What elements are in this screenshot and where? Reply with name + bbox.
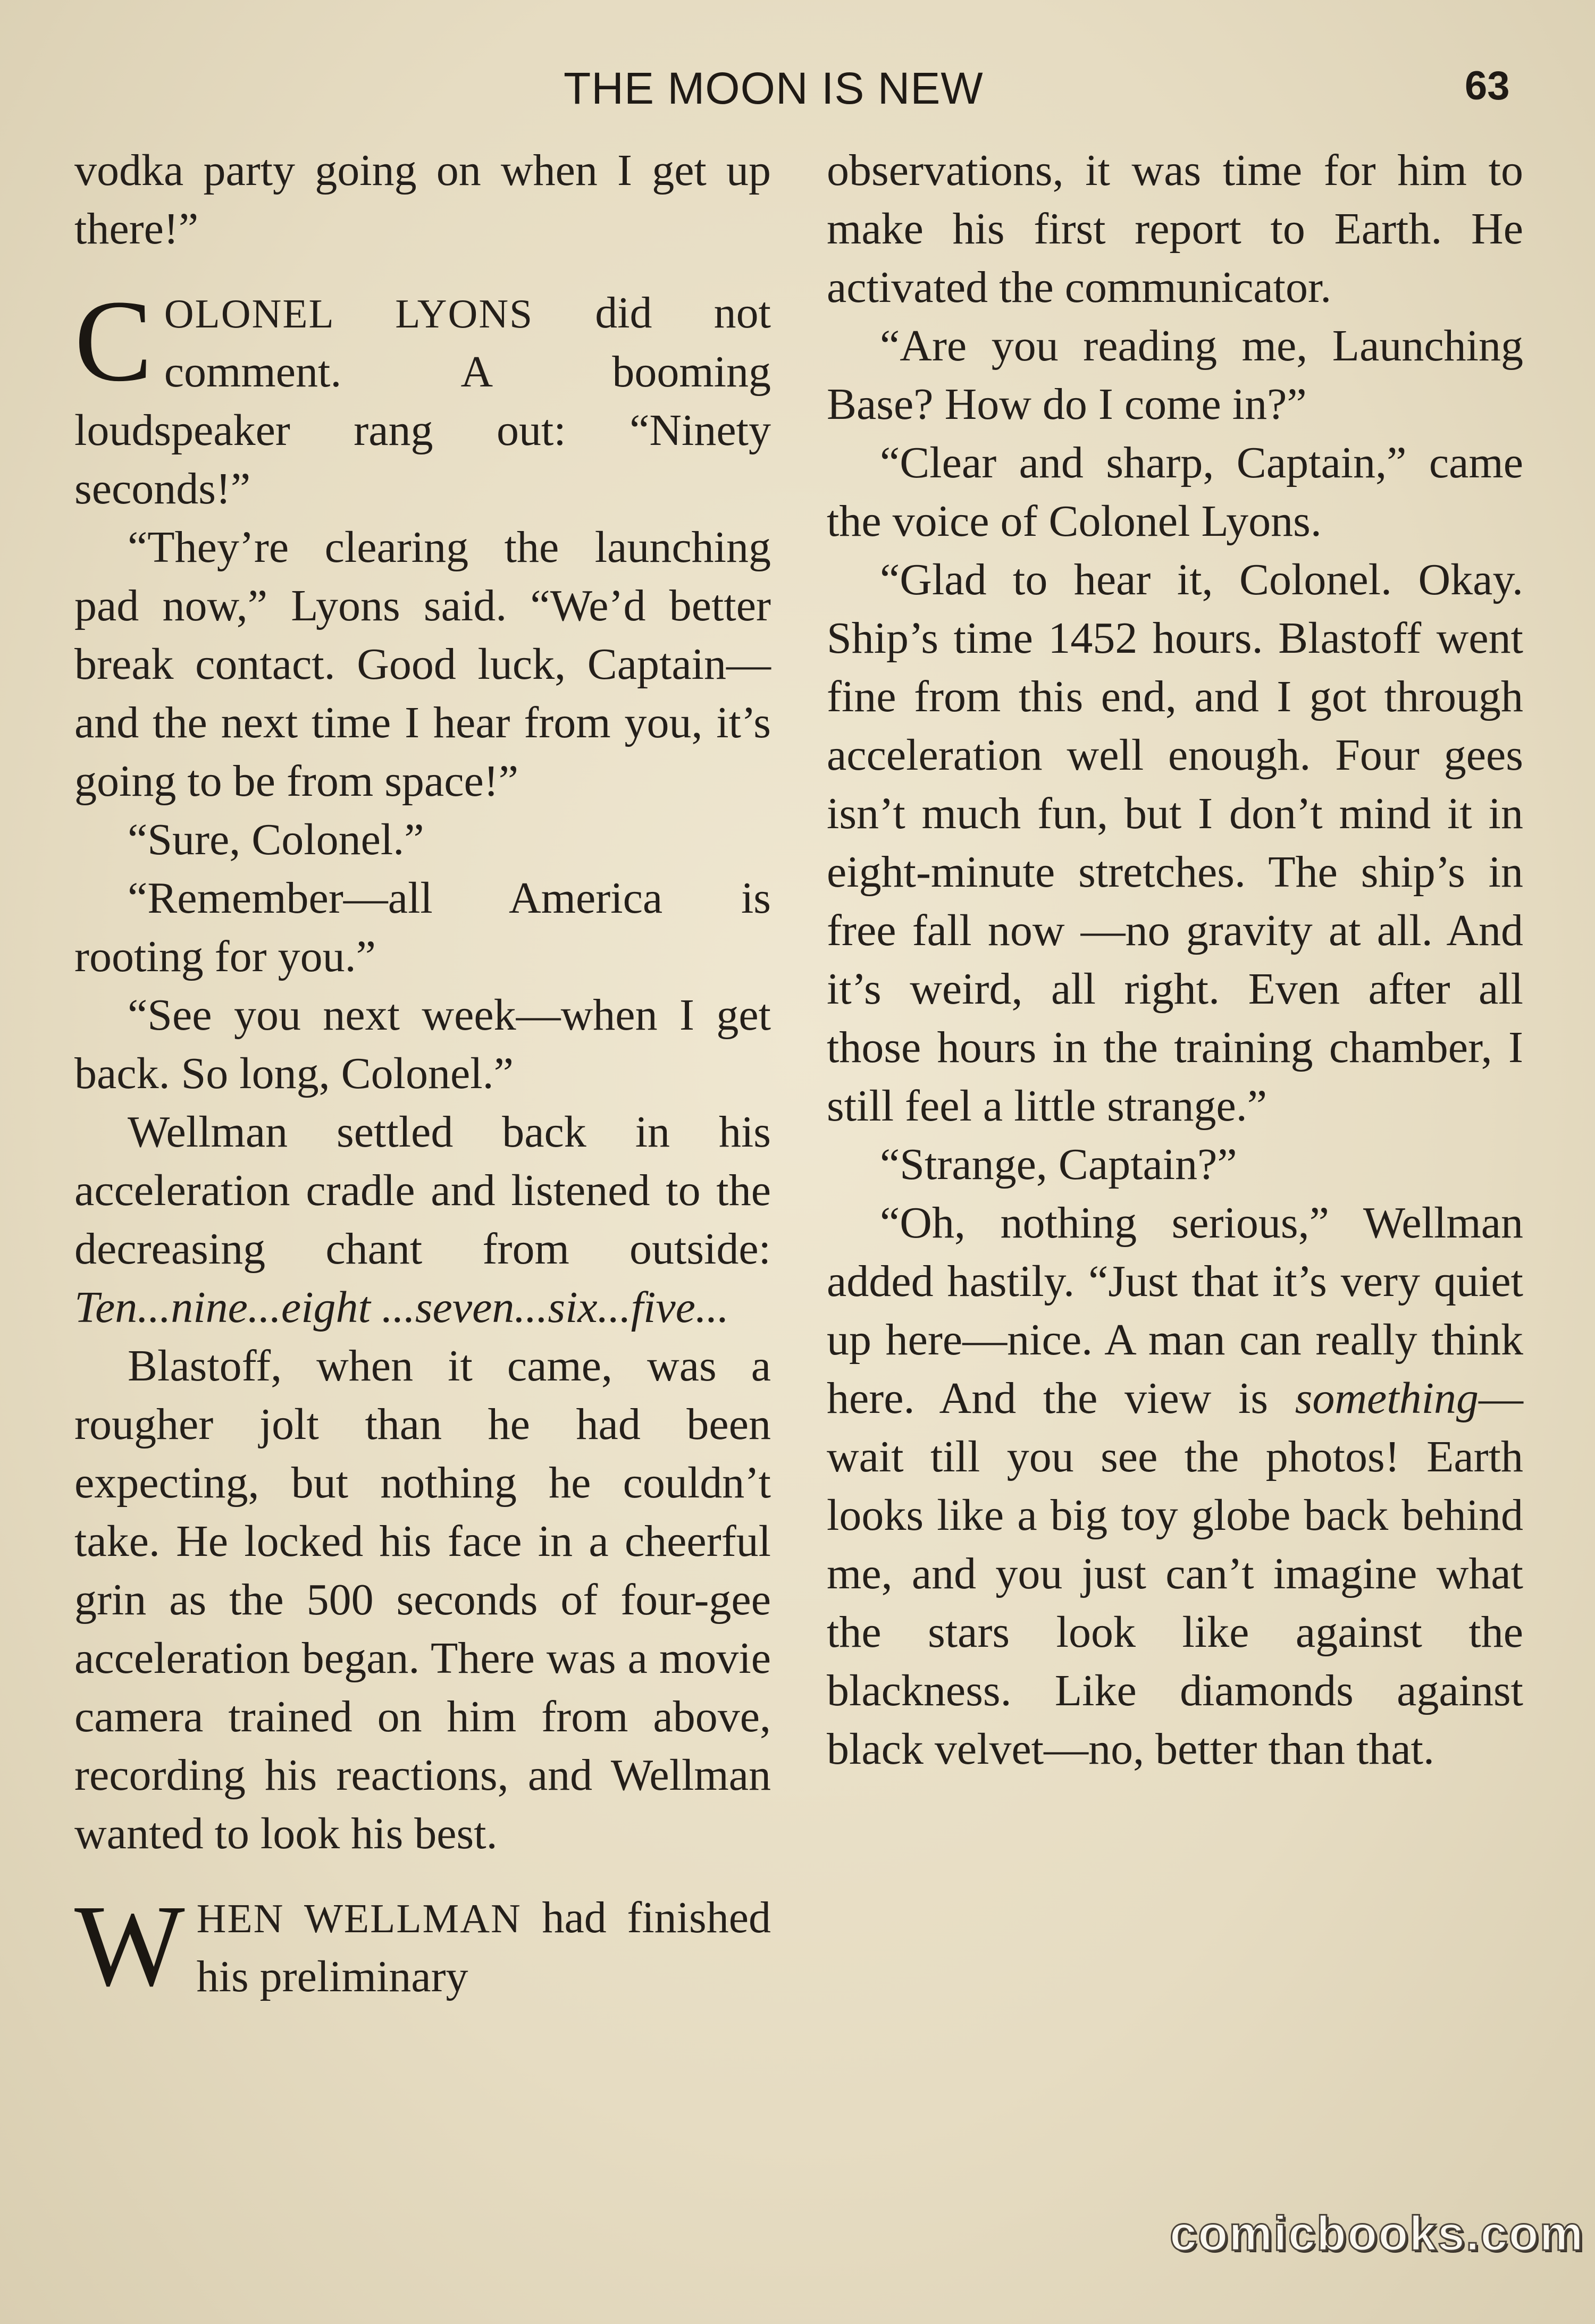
lead-in-caps: HEN WELLMAN bbox=[196, 1896, 522, 1941]
emphasis-italic: something bbox=[1295, 1374, 1479, 1423]
paragraph bbox=[827, 1194, 1523, 1779]
section-opening-paragraph bbox=[74, 276, 771, 518]
drop-cap: W bbox=[74, 1881, 185, 2010]
paragraph bbox=[74, 1103, 771, 1337]
page-number: 63 bbox=[1465, 63, 1510, 108]
paragraph-text: — wait till you see the photos! Earth looks like a big toy globe back behind me, and you just can’t imagine what the stars look like against the blackness. Like diamonds against black velvet—no, better than that. bbox=[827, 1374, 1523, 1774]
paragraph: “Are you reading me, Launching Base? How do I come in?” bbox=[827, 321, 1523, 429]
running-head-title: THE MOON IS NEW bbox=[564, 63, 984, 113]
paragraph: “Glad to hear it, Colonel. Okay. Ship’s time 1452 hours. Blastoff went fine from this end, and I got through acceleration well enough. Four gees isn’t much fun, but I don’t mind it in eight-minute stretches. The ship’s in free fall now —no gravity at all. And it’s weird, all right. Even after all those hours in the training chamber, I still feel a little strange.” bbox=[827, 555, 1523, 1131]
paragraph: “See you next week—when I get back. So long, Colonel.” bbox=[74, 990, 771, 1098]
paragraph: “Strange, Captain?” bbox=[880, 1140, 1237, 1189]
paragraph-text: had finished his preliminary bbox=[196, 1893, 771, 2001]
paragraph-text: did not comment. A booming loudspeaker rang out: “Ninety seconds!” bbox=[74, 288, 771, 513]
paragraph-text: Wellman settled back in his acceleration cradle and listened to the decreasing chant from outside: bbox=[74, 1107, 771, 1274]
right-column bbox=[827, 141, 1523, 1779]
paragraph: vodka party going on when I get up there!” bbox=[74, 146, 771, 254]
paragraph: “Clear and sharp, Captain,” came the voice of Colonel Lyons. bbox=[827, 438, 1523, 546]
lead-in-caps: OLONEL LYONS bbox=[164, 291, 534, 336]
paragraph-text: “Oh, nothing serious,” Wellman added hastily. “Just that it’s very quiet up here—nice. A man can really think here. And the view is bbox=[827, 1198, 1523, 1423]
left-column bbox=[74, 141, 771, 2010]
paragraph: observations, it was time for him to make his first report to Earth. He activated the communicator. bbox=[827, 146, 1523, 312]
section-opening-paragraph bbox=[74, 1881, 771, 2010]
countdown-italic: Ten...nine...eight ...seven...six...five... bbox=[74, 1283, 729, 1332]
paragraph: “They’re clearing the launching pad now,” Lyons said. “We’d better break contact. Good luck, Captain—and the next time I hear from you, it’s going to be from space!” bbox=[74, 523, 771, 806]
watermark: comicbooks.com bbox=[1170, 2207, 1584, 2261]
paragraph: “Remember—all America is rooting for you.” bbox=[74, 873, 771, 981]
paragraph: Blastoff, when it came, was a rougher jolt than he had been expecting, but nothing he couldn’t take. He locked his face in a cheerful grin as the 500 seconds of four-gee acceleration began. There was a movie camera trained on him from above, recording his reactions, and Wellman wanted to look his best. bbox=[74, 1341, 771, 1858]
drop-cap: C bbox=[74, 276, 153, 406]
paragraph: “Sure, Colonel.” bbox=[128, 815, 424, 864]
